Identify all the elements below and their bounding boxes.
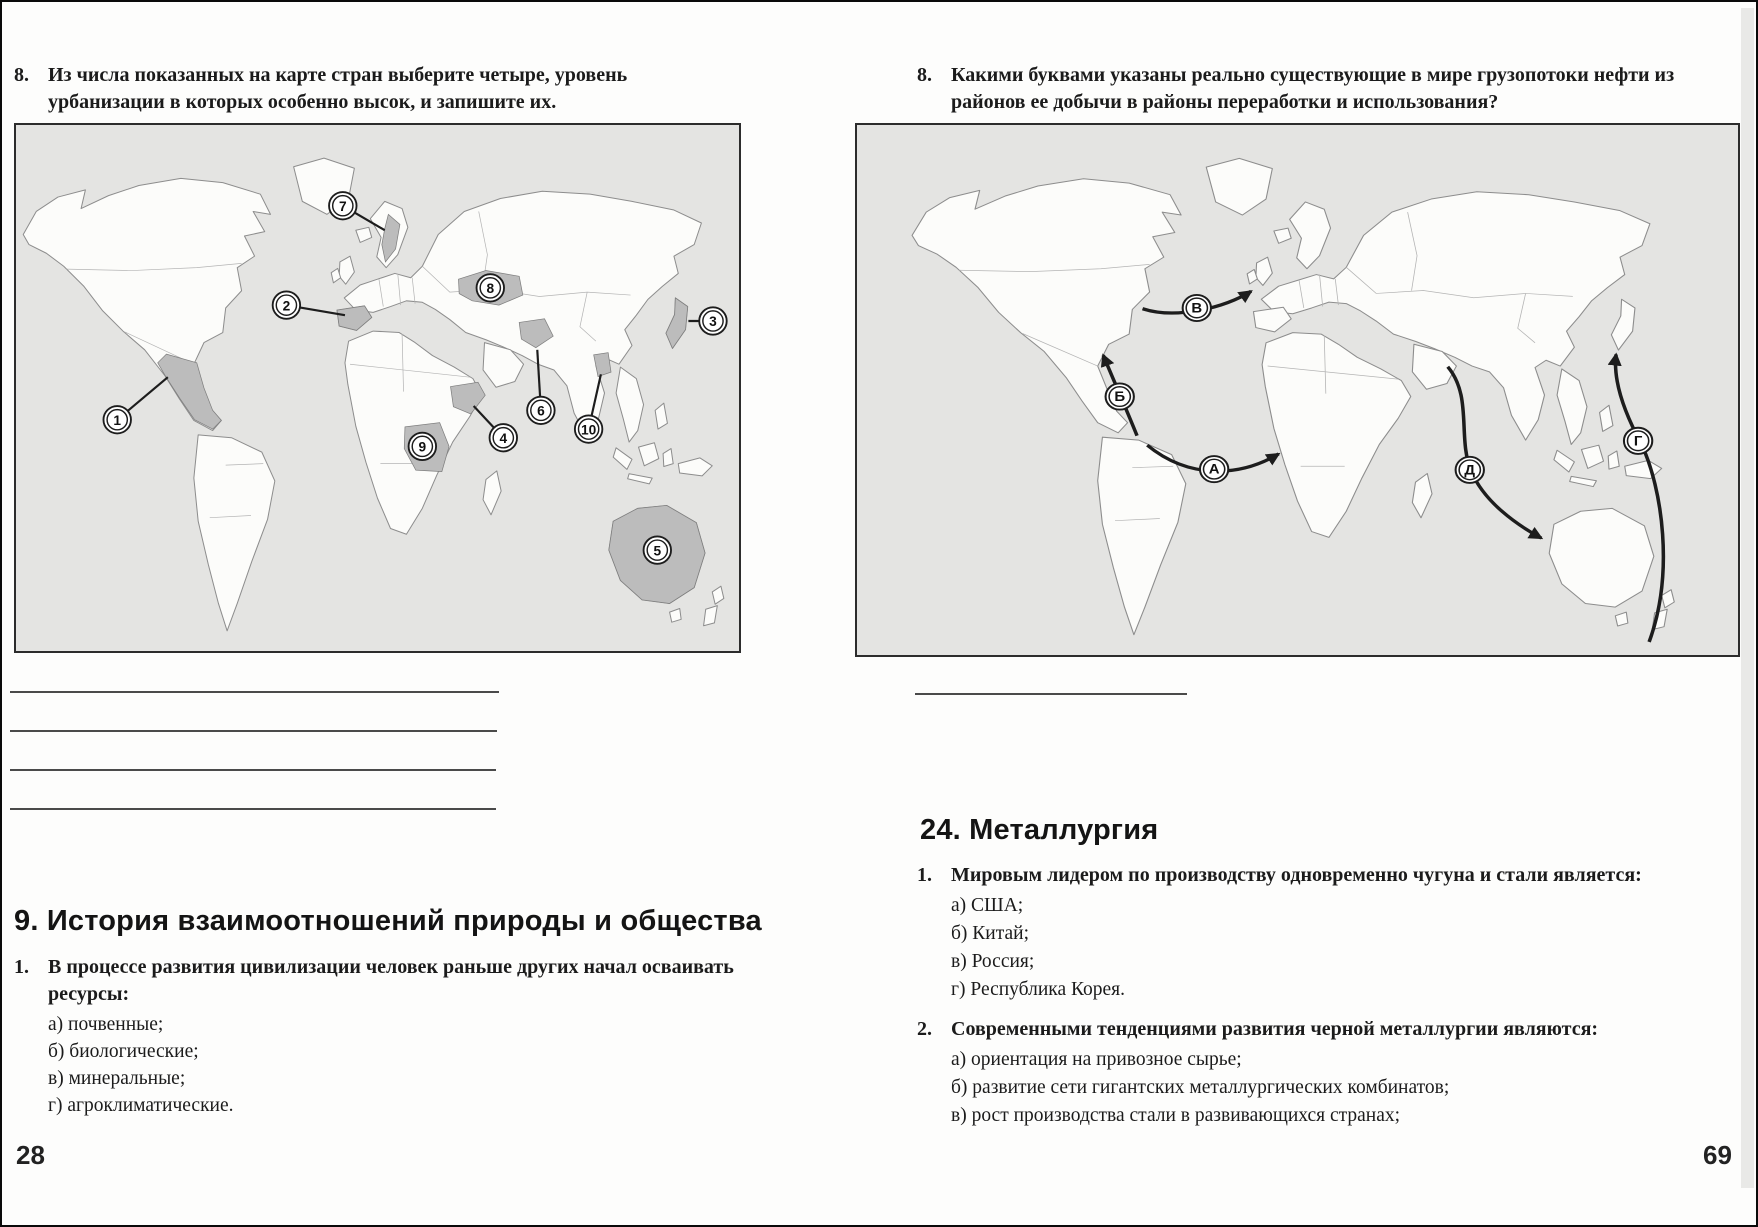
map-marker-label: Д	[1464, 462, 1476, 479]
answer-line	[915, 693, 1187, 695]
map-marker	[329, 192, 356, 219]
question-number: 8.	[14, 64, 29, 86]
question-text: Мировым лидером по производству одновременно чугуна и стали является:	[951, 864, 1642, 886]
urbanization-world-map	[14, 123, 741, 653]
map-marker-label: В	[1191, 301, 1203, 317]
map-marker-label: 6	[537, 403, 545, 419]
map-marker-label: 2	[282, 298, 291, 314]
map-marker	[1624, 428, 1652, 454]
oil-flows-world-map	[855, 123, 1740, 657]
answer-line	[10, 808, 496, 810]
question-number: 8.	[917, 64, 932, 86]
world-map-right-svg	[857, 125, 1738, 655]
option-item: в) минеральные;	[48, 1068, 186, 1089]
answer-line	[10, 730, 497, 732]
left-question-8	[14, 62, 736, 116]
map-marker-label: 3	[709, 314, 717, 330]
map-marker-label: 4	[499, 430, 508, 446]
page-number: 28	[16, 1140, 45, 1170]
map-marker-label: Б	[1114, 389, 1126, 405]
map-marker	[1106, 383, 1134, 409]
question-text: Из числа показанных на карте стран выберите четыре, уровень урбанизации в которых особенно высок, и запишите их.	[48, 64, 628, 113]
question-number: 2.	[917, 1018, 932, 1040]
map-marker-label: 1	[113, 412, 122, 428]
option-item: а) ориентация на привозное сырье;	[951, 1049, 1242, 1070]
world-map-left-svg	[16, 125, 739, 651]
right-question-8	[917, 62, 1739, 116]
question-text: В процессе развития цивилизации человек раньше других начал осваивать ресурсы:	[48, 956, 734, 1005]
option-item: б) биологические;	[48, 1041, 199, 1062]
answer-line	[10, 769, 496, 771]
section-heading: 24. Металлургия	[920, 814, 1159, 846]
map-marker	[699, 307, 726, 334]
map-marker	[644, 536, 671, 563]
map-marker	[527, 397, 554, 424]
map-marker-label: Г	[1633, 433, 1643, 450]
left-question-1	[14, 954, 738, 1119]
right-question-1	[917, 862, 1739, 1004]
option-item: г) агроклиматические.	[48, 1095, 234, 1116]
map-marker	[575, 415, 602, 442]
option-item: г) Республика Корея.	[951, 979, 1126, 1000]
map-marker-label: 10	[580, 422, 597, 438]
map-marker	[477, 274, 504, 301]
question-text: Какими буквами указаны реально существующие в мире грузопотоки нефти из районов ее добычи в районы переработки и использования?	[951, 64, 1675, 113]
map-marker	[273, 291, 300, 318]
right-question-2	[917, 1016, 1739, 1130]
map-marker-label: 5	[653, 543, 662, 559]
option-item: а) почвенные;	[48, 1014, 164, 1035]
question-text: Современными тенденциями развития черной металлургии являются:	[951, 1018, 1599, 1040]
map-marker	[103, 406, 130, 433]
map-marker-label: А	[1208, 462, 1220, 478]
option-item: в) Россия;	[951, 951, 1035, 972]
page-edge-shadow	[1741, 8, 1754, 1188]
option-item: в) рост производства стали в развивающихся странах;	[951, 1105, 1401, 1126]
map-marker	[1456, 457, 1484, 483]
map-marker	[490, 424, 517, 451]
map-marker	[409, 433, 436, 460]
map-marker-label: 9	[418, 439, 427, 455]
question-number: 1.	[917, 864, 932, 886]
map-marker-label: 7	[338, 198, 347, 214]
option-item: б) Китай;	[951, 923, 1029, 944]
map-marker	[1183, 295, 1211, 321]
option-item: б) развитие сети гигантских металлургических комбинатов;	[951, 1077, 1450, 1098]
option-item: а) США;	[951, 895, 1024, 916]
map-marker-label: 8	[486, 281, 495, 297]
page-number: 69	[1703, 1140, 1732, 1170]
map-marker	[1200, 456, 1228, 482]
section-heading: 9. История взаимоотношений природы и общества	[14, 905, 762, 937]
question-number: 1.	[14, 956, 29, 978]
answer-line	[10, 691, 499, 693]
